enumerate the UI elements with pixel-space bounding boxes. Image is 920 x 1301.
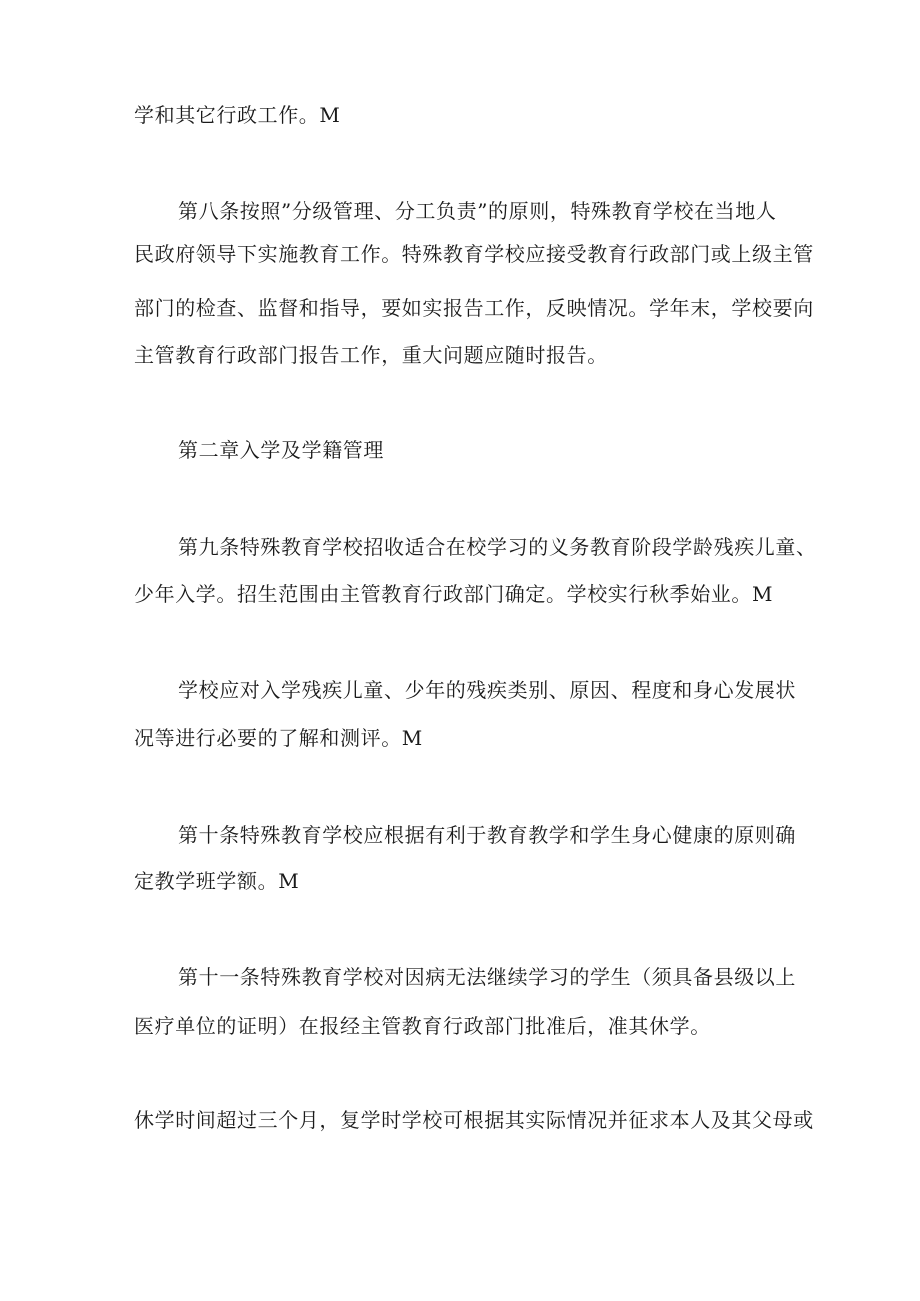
article-11-line-2: 医疗单位的证明）在报经主管教育行政部门批准后，准其休学。 (134, 1014, 711, 1038)
article-10-line-1: 第十条特殊教育学校应根据有利于教育教学和学生身心健康的原则确 (178, 823, 796, 847)
paragraph-line-2: 况等进行必要的了解和测评。M (134, 726, 423, 750)
article-9-line-1: 第九条特殊教育学校招收适合在校学习的义务教育阶段学龄残疾儿童、 (178, 535, 817, 559)
article-8-line-3: 部门的检查、监督和指导，要如实报告工作，反映情况。学年末，学校要向 (134, 296, 814, 320)
article-8-line-2: 民政府领导下实施教育工作。特殊教育学校应接受教育行政部门或上级主管 (134, 242, 814, 266)
chapter-2-heading: 第二章入学及学籍管理 (178, 438, 384, 462)
article-8-line-4: 主管教育行政部门报告工作，重大问题应随时报告。 (134, 343, 608, 367)
article-8-line-1: 第八条按照”分级管理、分工负责”的原则，特殊教育学校在当地人 (178, 199, 777, 223)
article-11-line-1: 第十一条特殊教育学校对因病无法继续学习的学生（须具备县级以上 (178, 965, 796, 989)
article-10-line-2: 定教学班学额。M (134, 869, 300, 893)
text-line-last: 休学时间超过三个月，复学时学校可根据其实际情况并征求本人及其父母或 (134, 1108, 814, 1132)
paragraph-line-1: 学校应对入学残疾儿童、少年的残疾类别、原因、程度和身心发展状 (178, 678, 796, 702)
text-line-1: 学和其它行政工作。M (134, 103, 341, 127)
article-9-line-2: 少年入学。招生范围由主管教育行政部门确定。学校实行秋季始业。M (134, 582, 774, 606)
